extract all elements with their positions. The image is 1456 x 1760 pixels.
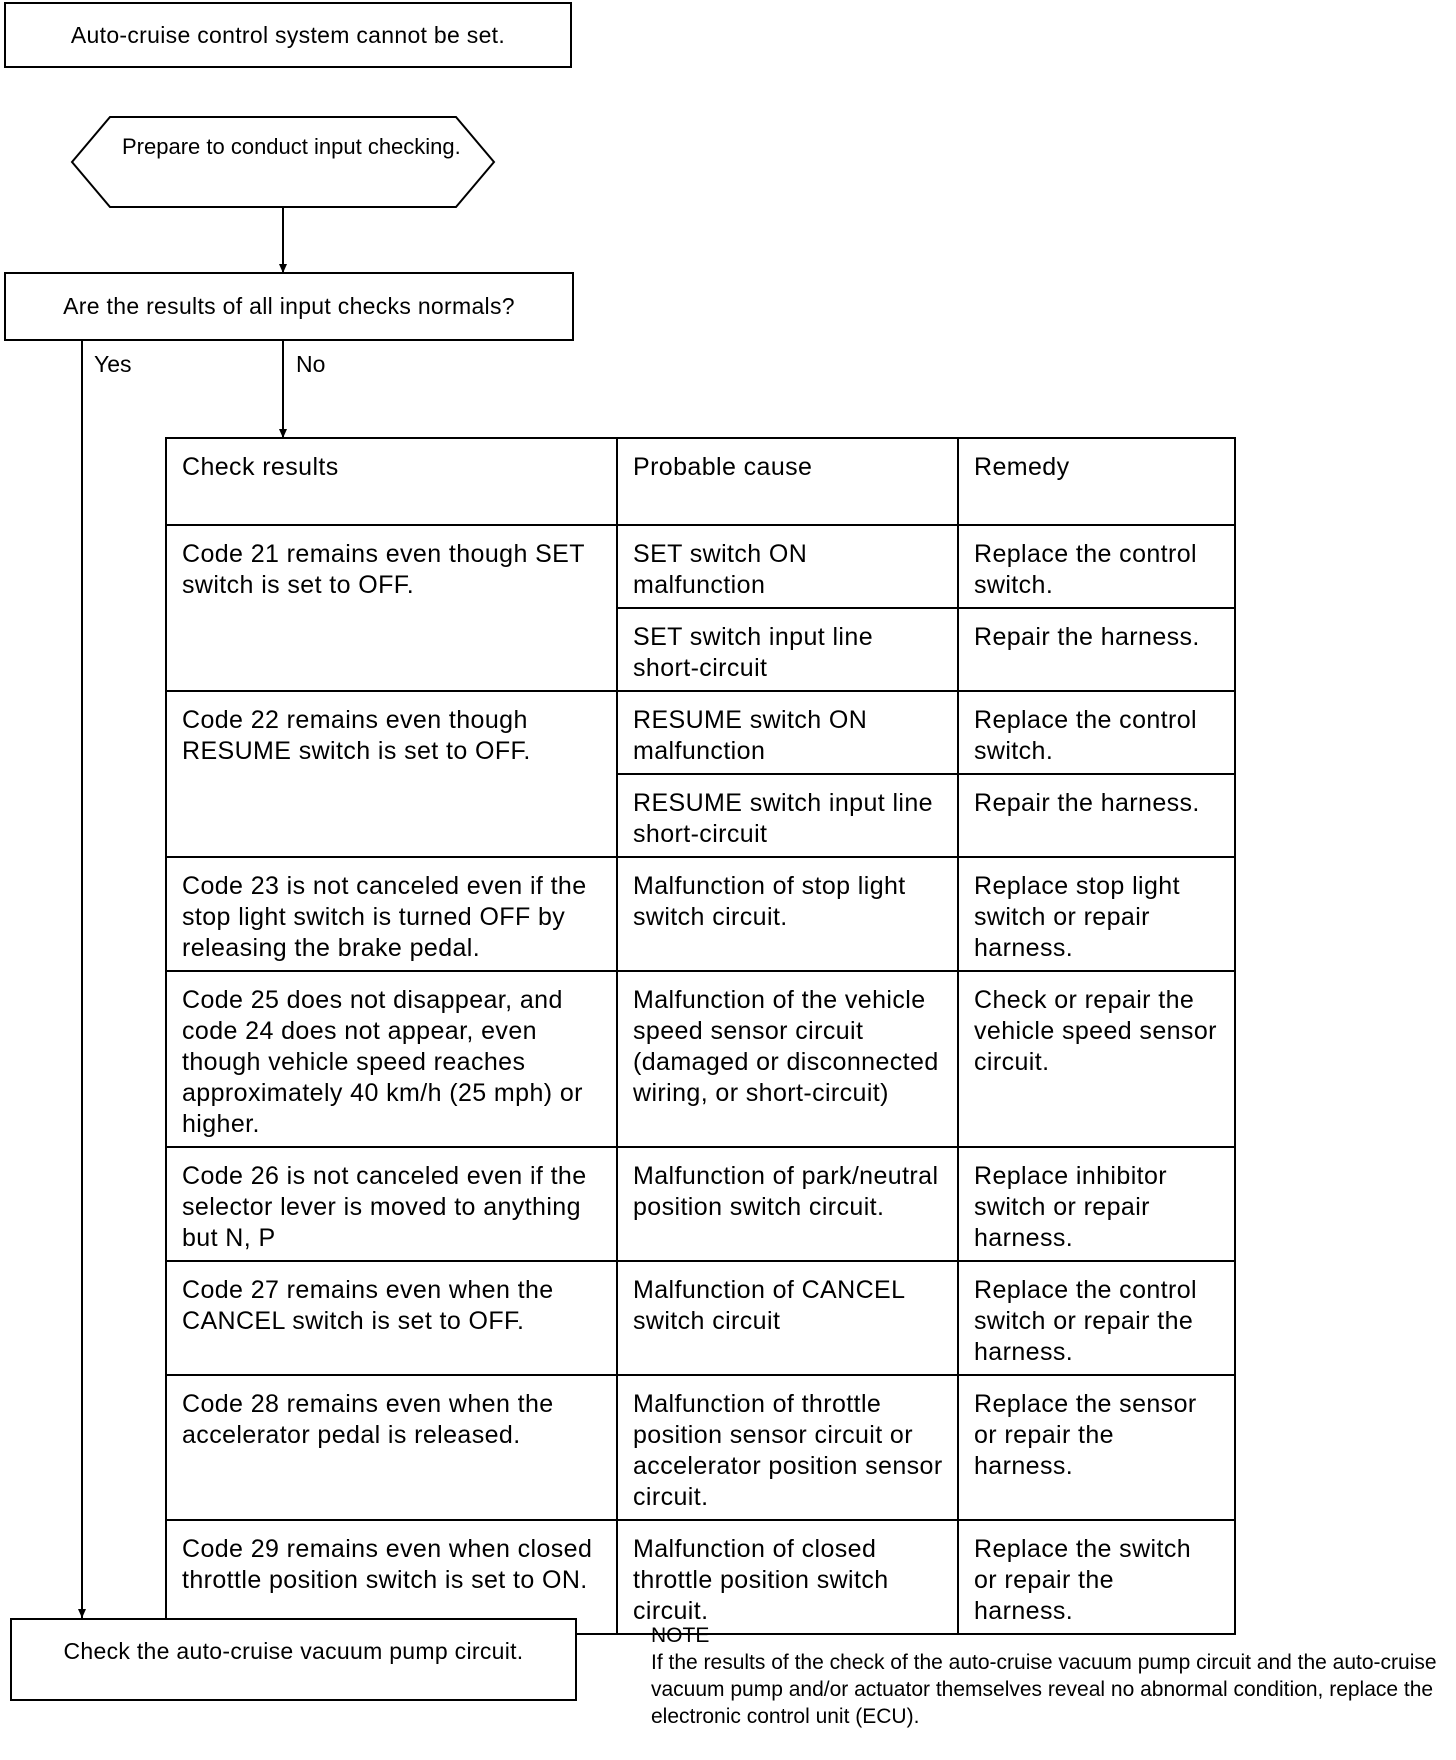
header-check-results: Check results xyxy=(166,438,617,525)
header-remedy: Remedy xyxy=(958,438,1235,525)
check-result-cell: Code 27 remains even when the CANCEL switch is set to OFF. xyxy=(166,1261,617,1375)
probable-cause-cell: SET switch input line short-circuit xyxy=(617,608,958,691)
arrow-head xyxy=(78,1609,86,1618)
probable-cause-cell: RESUME switch ON malfunction xyxy=(617,691,958,774)
remedy-cell: Replace the sensor or repair the harness. xyxy=(958,1375,1235,1520)
remedy-cell: Replace inhibitor switch or repair harness. xyxy=(958,1147,1235,1261)
probable-cause-cell: Malfunction of stop light switch circuit. xyxy=(617,857,958,971)
table-row xyxy=(166,1520,1235,1634)
remedy-cell: Replace the control switch or repair the harness. xyxy=(958,1261,1235,1375)
remedy-cell: Check or repair the vehicle speed sensor circuit. xyxy=(958,971,1235,1147)
probable-cause-cell: Malfunction of throttle position sensor circuit or accelerator position sensor circuit. xyxy=(617,1375,958,1520)
table-row xyxy=(166,1147,1235,1261)
start-box xyxy=(4,2,572,68)
check-result-cell: Code 25 does not disappear, and code 24 does not appear, even though vehicle speed reaches approximately 40 km/h (25 mph) or higher. xyxy=(166,971,617,1147)
probable-cause-cell: SET switch ON malfunction xyxy=(617,525,958,608)
check-result-cell: Code 21 remains even though SET switch is set to OFF. xyxy=(166,525,617,691)
probable-cause-cell: Malfunction of the vehicle speed sensor circuit (damaged or disconnected wiring, or short-circuit) xyxy=(617,971,958,1147)
check-result-cell: Code 26 is not canceled even if the selector lever is moved to anything but N, P xyxy=(166,1147,617,1261)
probable-cause-cell: RESUME switch input line short-circuit xyxy=(617,774,958,857)
end-box-text: Check the auto-cruise vacuum pump circuit. xyxy=(63,1638,524,1664)
table-row xyxy=(166,525,1235,608)
probable-cause-cell: Malfunction of park/neutral position switch circuit. xyxy=(617,1147,958,1261)
remedy-cell: Replace the control switch. xyxy=(958,525,1235,608)
start-box-text: Auto-cruise control system cannot be set. xyxy=(70,21,506,48)
yes-label: Yes xyxy=(94,351,132,377)
table-row xyxy=(166,857,1235,971)
check-result-cell: Code 29 remains even when closed throttle position switch is set to ON. xyxy=(166,1520,617,1634)
check-results-table xyxy=(165,437,1236,1635)
check-result-cell: Code 23 is not canceled even if the stop light switch is turned OFF by releasing the brake pedal. xyxy=(166,857,617,971)
remedy-cell: Repair the harness. xyxy=(958,608,1235,691)
table-row xyxy=(166,1261,1235,1375)
prepare-hexagon-shape xyxy=(72,117,494,207)
table-row xyxy=(166,971,1235,1147)
check-result-cell: Code 28 remains even when the accelerator pedal is released. xyxy=(166,1375,617,1520)
no-label: No xyxy=(296,351,326,377)
question-box xyxy=(4,272,574,341)
note-text: If the results of the check of the auto-cruise vacuum pump circuit and the auto-cruise vacuum pump and/or actuator themselves reveal no abnormal condition, replace the electronic control unit (ECU). xyxy=(651,1651,1437,1728)
probable-cause-cell: Malfunction of CANCEL switch circuit xyxy=(617,1261,958,1375)
header-probable-cause: Probable cause xyxy=(617,438,958,525)
remedy-cell: Repair the harness. xyxy=(958,774,1235,857)
table-header-row xyxy=(166,438,1235,525)
table-row xyxy=(166,691,1235,774)
remedy-cell: Replace the switch or repair the harness. xyxy=(958,1520,1235,1634)
end-box xyxy=(10,1618,577,1701)
check-result-cell: Code 22 remains even though RESUME switch is set to OFF. xyxy=(166,691,617,857)
note-title: NOTE xyxy=(651,1624,710,1647)
prepare-step-text: Prepare to conduct input checking. xyxy=(122,134,461,159)
question-box-text: Are the results of all input checks normals? xyxy=(63,293,515,319)
note-block xyxy=(651,1622,1441,1730)
probable-cause-cell: Malfunction of closed throttle position switch circuit. xyxy=(617,1520,958,1634)
remedy-cell: Replace the control switch. xyxy=(958,691,1235,774)
table-row xyxy=(166,1375,1235,1520)
remedy-cell: Replace stop light switch or repair harness. xyxy=(958,857,1235,971)
